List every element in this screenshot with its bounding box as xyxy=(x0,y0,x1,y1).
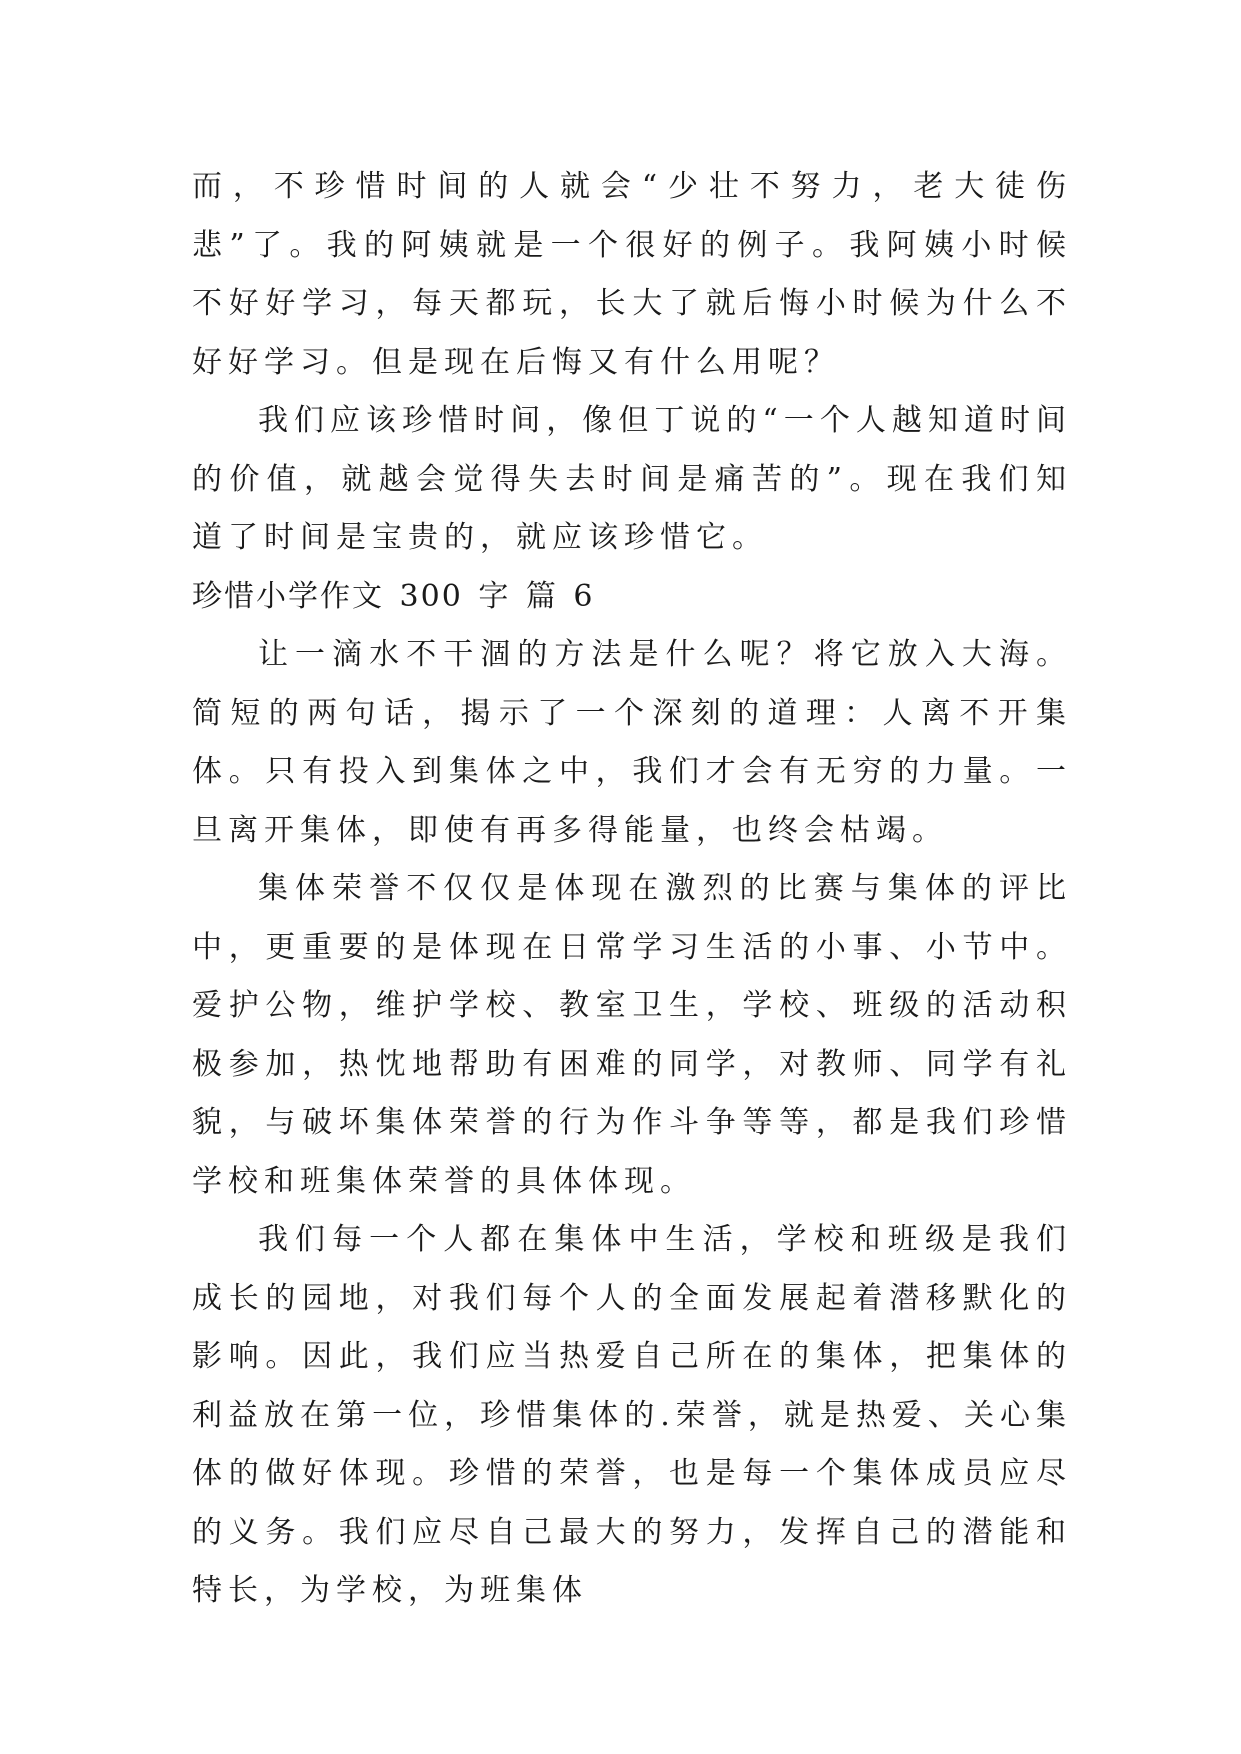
paragraph-2: 我们应该珍惜时间，像但丁说的“一个人越知道时间的价值，就越会觉得失去时间是痛苦的”。现在我们知道了时间是宝贵的，就应该珍惜它。 xyxy=(192,403,1072,555)
section-title: 珍惜小学作文 300 字 篇 6 xyxy=(192,578,595,614)
document-body xyxy=(192,158,1072,1621)
paragraph-4: 集体荣誉不仅仅是体现在激烈的比赛与集体的评比中，更重要的是体现在日常学习生活的小事、小节中。爱护公物，维护学校、教室卫生，学校、班级的活动积极参加，热忱地帮助有困难的同学，对教师、同学有礼貌，与破坏集体荣誉的行为作斗争等等，都是我们珍惜学校和班集体荣誉的具体体现。 xyxy=(192,871,1072,1199)
paragraph-3: 让一滴水不干涸的方法是什么呢？将它放入大海。简短的两句话，揭示了一个深刻的道理：人离不开集体。只有投入到集体之中，我们才会有无穷的力量。一旦离开集体，即使有再多得能量，也终会枯竭。 xyxy=(192,637,1072,848)
paragraph-1: 而，不珍惜时间的人就会“少壮不努力，老大徒伤悲”了。我的阿姨就是一个很好的例子。我阿姨小时候不好好学习，每天都玩，长大了就后悔小时候为什么不好好学习。但是现在后悔又有什么用呢？ xyxy=(192,169,1072,380)
paragraph-5: 我们每一个人都在集体中生活，学校和班级是我们成长的园地，对我们每个人的全面发展起着潜移默化的影响。因此，我们应当热爱自己所在的集体，把集体的利益放在第一位，珍惜集体的.荣誉，就是热爱、关心集体的做好体现。珍惜的荣誉，也是每一个集体成员应尽的义务。我们应尽自己最大的努力，发挥自己的潜能和特长，为学校，为班集体 xyxy=(192,1222,1072,1608)
